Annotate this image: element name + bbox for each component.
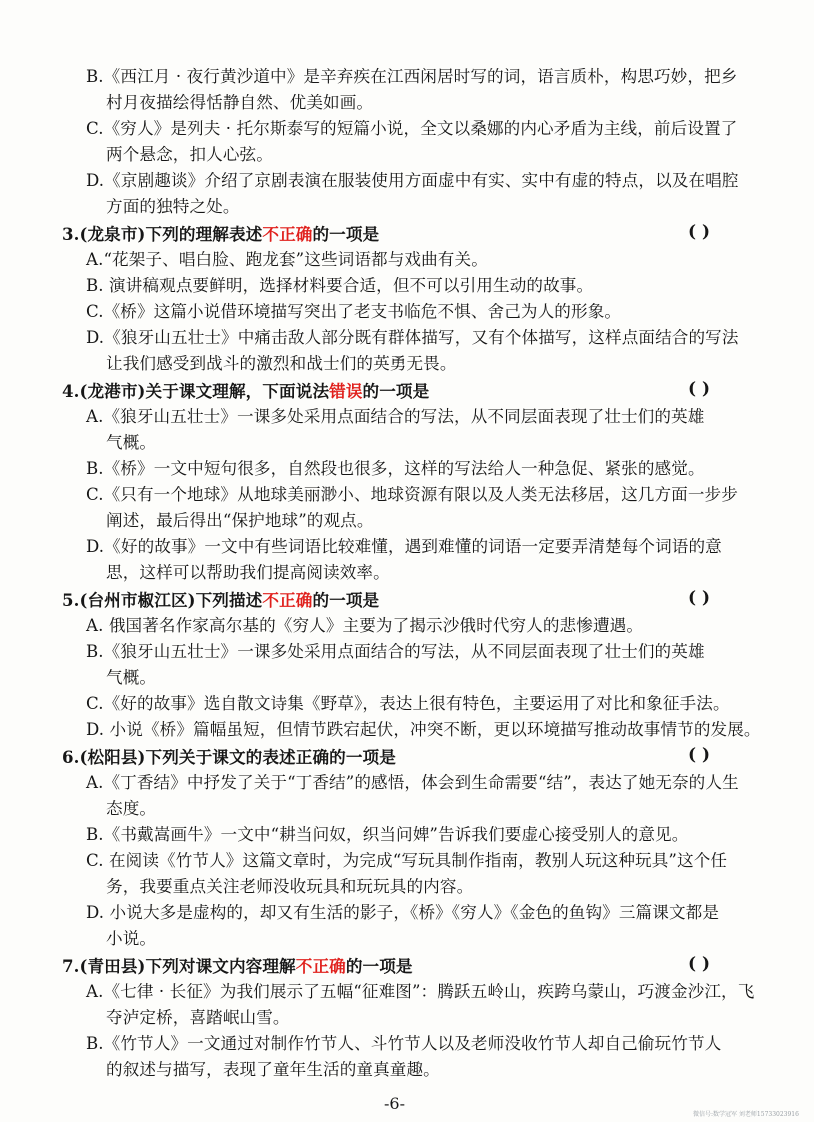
emphasis-text: 不正确 bbox=[295, 956, 346, 976]
option-5c: C.《好的故事》选自散文诗集《野草》，表达上很有特色，主要运用了对比和象征手法。 bbox=[86, 694, 730, 713]
option-5a: A. 俄国著名作家高尔基的《穷人》主要为了揭示沙俄时代穷人的悲惨遭遇。 bbox=[86, 616, 644, 635]
option-4a-line2: 气概。 bbox=[106, 433, 157, 452]
option-3c: C.《桥》这篇小说借环境描写突出了老支书临危不惧、舍己为人的形象。 bbox=[86, 302, 622, 321]
answer-bracket[interactable]: ( ) bbox=[688, 745, 711, 765]
option-7b-line1: B.《竹节人》一文通过对制作竹节人、斗竹节人以及老师没收竹节人却自己偷玩竹节人 bbox=[86, 1034, 722, 1053]
option-5b-line2: 气概。 bbox=[106, 668, 157, 687]
option-2b-line1: B.《西江月 · 夜行黄沙道中》是辛弃疾在江西闲居时写的词，语言质朴，构思巧妙，把乡 bbox=[86, 67, 738, 86]
emphasis-text: 不正确 bbox=[262, 224, 313, 244]
option-7b-line2: 的叙述与描写，表现了童年生活的童真童趣。 bbox=[106, 1060, 440, 1079]
question-7-stem: 7.(青田县)下列对课文内容理解不正确的一项是 bbox=[62, 956, 413, 976]
option-6a-line1: A.《丁香结》中抒发了关于“丁香结”的感悟，体会到生命需要“结”，表达了她无奈的人生 bbox=[86, 773, 739, 792]
option-6c-line1: C. 在阅读《竹节人》这篇文章时，为完成“写玩具制作指南，教别人玩这种玩具”这个任 bbox=[86, 851, 728, 870]
option-4b: B.《桥》一文中短句很多，自然段也很多，这样的写法给人一种急促、紧张的感觉。 bbox=[86, 459, 705, 478]
option-4d-line2: 思，这样可以帮助我们提高阅读效率。 bbox=[106, 563, 390, 582]
option-2c-line1: C.《穷人》是列夫 · 托尔斯泰写的短篇小说，全文以桑娜的内心矛盾为主线，前后设置了 bbox=[86, 119, 738, 138]
option-4a-line1: A.《狼牙山五壮士》一课多处采用点面结合的写法，从不同层面表现了壮士们的英雄 bbox=[86, 407, 705, 426]
option-2c-line2: 两个悬念，扣人心弦。 bbox=[106, 145, 273, 164]
watermark: 微信号:数学冠军 刘老师15733023916 bbox=[693, 1111, 799, 1118]
option-7a-line2: 夺泸定桥，喜踏岷山雪。 bbox=[106, 1008, 290, 1027]
answer-bracket[interactable]: ( ) bbox=[688, 588, 711, 608]
option-3a: A.“花架子、唱白脸、跑龙套”这些词语都与戏曲有关。 bbox=[86, 250, 488, 269]
question-3-stem: 3.(龙泉市)下列的理解表述不正确的一项是 bbox=[62, 224, 380, 244]
answer-bracket[interactable]: ( ) bbox=[688, 379, 711, 399]
option-6a-line2: 态度。 bbox=[106, 799, 157, 818]
option-2d-line1: D.《京剧趣谈》介绍了京剧表演在服装使用方面虚中有实、实中有虚的特点，以及在唱腔 bbox=[86, 171, 739, 190]
option-2b-line2: 村月夜描绘得恬静自然、优美如画。 bbox=[106, 93, 374, 112]
question-4-stem: 4.(龙港市)关于课文理解，下面说法错误的一项是 bbox=[62, 381, 430, 401]
question-6-stem: 6.(松阳县)下列关于课文的表述正确的一项是 bbox=[62, 747, 396, 767]
option-6d-line1: D. 小说大多是虚构的，却又有生活的影子，《桥》《穷人》《金色的鱼钩》三篇课文都是 bbox=[86, 903, 720, 922]
option-3d-line1: D.《狼牙山五壮士》中痛击敌人部分既有群体描写，又有个体描写，这样点面结合的写法 bbox=[86, 328, 739, 347]
question-5-stem: 5.(台州市椒江区)下列描述不正确的一项是 bbox=[62, 590, 380, 610]
answer-bracket[interactable]: ( ) bbox=[688, 222, 711, 242]
option-7a-line1: A.《七律 · 长征》为我们展示了五幅“征难图”：腾跃五岭山，疾跨乌蒙山，巧渡金沙江，飞 bbox=[86, 982, 755, 1001]
page-number: -6- bbox=[384, 1094, 405, 1113]
emphasis-text: 不正确 bbox=[262, 590, 313, 610]
emphasis-text: 错误 bbox=[329, 381, 363, 401]
option-6c-line2: 务，我要重点关注老师没收玩具和玩玩具的内容。 bbox=[106, 877, 474, 896]
option-6b: B.《书戴嵩画牛》一文中“耕当问奴，织当问婢”告诉我们要虚心接受别人的意见。 bbox=[86, 825, 689, 844]
option-4d-line1: D.《好的故事》一文中有些词语比较难懂，遇到难懂的词语一定要弄清楚每个词语的意 bbox=[86, 537, 722, 556]
option-2d-line2: 方面的独特之处。 bbox=[106, 197, 240, 216]
option-5d: D. 小说《桥》篇幅虽短，但情节跌宕起伏，冲突不断，更以环境描写推动故事情节的发展。 bbox=[86, 720, 761, 739]
option-6d-line2: 小说。 bbox=[106, 929, 157, 948]
option-4c-line2: 阐述，最后得出“保护地球”的观点。 bbox=[106, 511, 374, 530]
option-3d-line2: 让我们感受到战斗的激烈和战士们的英勇无畏。 bbox=[106, 354, 457, 373]
option-3b: B. 演讲稿观点要鲜明，选择材料要合适，但不可以引用生动的故事。 bbox=[86, 276, 594, 295]
option-4c-line1: C.《只有一个地球》从地球美丽渺小、地球资源有限以及人类无法移居，这几方面一步步 bbox=[86, 485, 738, 504]
option-5b-line1: B.《狼牙山五壮士》一课多处采用点面结合的写法，从不同层面表现了壮士们的英雄 bbox=[86, 642, 705, 661]
answer-bracket[interactable]: ( ) bbox=[688, 954, 711, 974]
